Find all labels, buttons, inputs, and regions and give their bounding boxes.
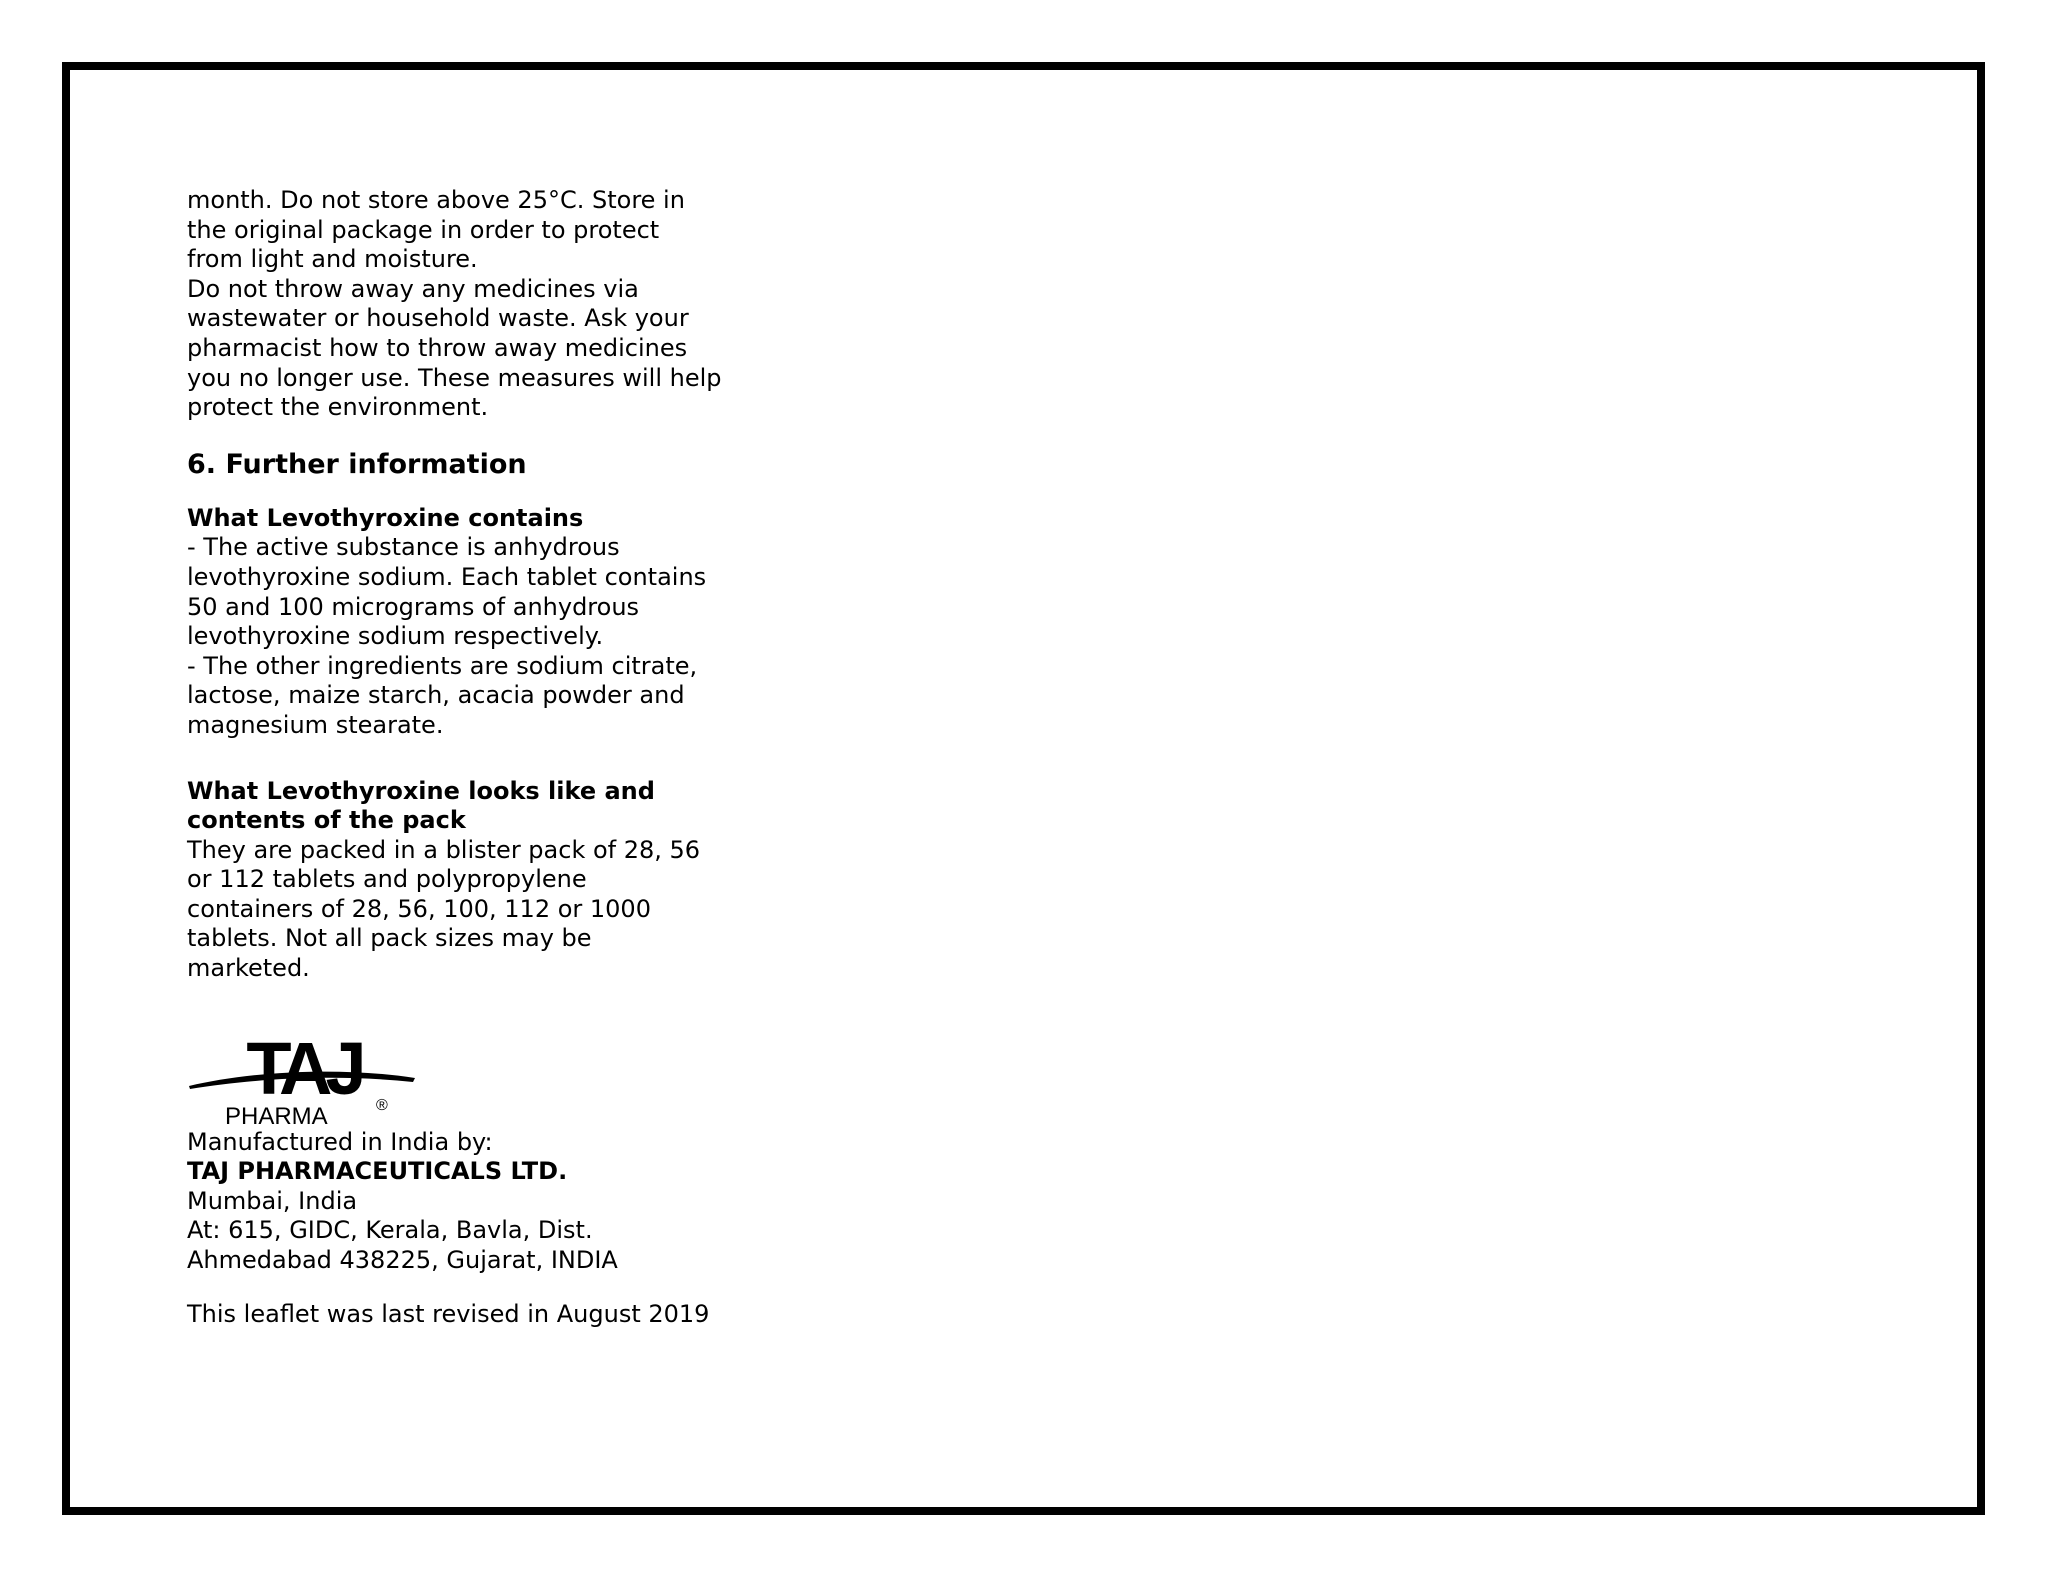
text-line: or 112 tablets and polypropylene (187, 865, 587, 894)
text-line: - The other ingredients are sodium citrate, (187, 651, 698, 680)
text-line: levothyroxine sodium. Each tablet contains (187, 562, 707, 591)
address-line: Ahmedabad 438225, Gujarat, INDIA (187, 1246, 618, 1275)
leaflet-column (187, 186, 722, 1329)
text-line: levothyroxine sodium respectively. (187, 622, 604, 651)
taj-pharma-logo (187, 1028, 427, 1128)
contains-section (187, 504, 707, 741)
logo-subtitle: PHARMA (225, 1102, 328, 1128)
text-line: - The active substance is anhydrous (187, 533, 620, 562)
revision-date: This leaflet was last revised in August 2019 (187, 1299, 710, 1328)
storage-paragraph (187, 186, 722, 423)
manufacturer-block (187, 1128, 707, 1276)
text-line: marketed. (187, 954, 310, 983)
address-line: At: 615, GIDC, Kerala, Bavla, Dist. (187, 1216, 593, 1245)
manufacturer-intro: Manufactured in India by: (187, 1127, 493, 1156)
text-line: you no longer use. These measures will help (187, 363, 722, 392)
text-line: the original package in order to protect (187, 215, 660, 244)
subsection-title: What Levothyroxine looks like and (187, 776, 655, 805)
text-line: 50 and 100 micrograms of anhydrous (187, 592, 640, 621)
text-line: Do not throw away any medicines via (187, 274, 639, 303)
text-line: protect the environment. (187, 393, 489, 422)
subsection-title: contents of the pack (187, 806, 466, 835)
pack-contents-section (187, 777, 707, 984)
subsection-title: What Levothyroxine contains (187, 503, 584, 532)
text-line: pharmacist how to throw away medicines (187, 333, 688, 362)
text-line: magnesium stearate. (187, 710, 444, 739)
address-line: Mumbai, India (187, 1186, 358, 1215)
manufacturer-name: TAJ PHARMACEUTICALS LTD. (187, 1157, 568, 1186)
text-line: month. Do not store above 25°C. Store in (187, 186, 685, 214)
text-line: from light and moisture. (187, 245, 478, 274)
text-line: lactose, maize starch, acacia powder and (187, 681, 685, 710)
text-line: containers of 28, 56, 100, 112 or 1000 (187, 894, 651, 923)
logo-wordmark: TAJ (246, 1027, 360, 1110)
text-line: tablets. Not all pack sizes may be (187, 924, 592, 953)
section-heading: 6. Further information (187, 448, 527, 480)
text-line: They are packed in a blister pack of 28, 56 (187, 835, 701, 864)
registered-mark: ® (376, 1096, 388, 1114)
text-line: wastewater or household waste. Ask your (187, 304, 689, 333)
